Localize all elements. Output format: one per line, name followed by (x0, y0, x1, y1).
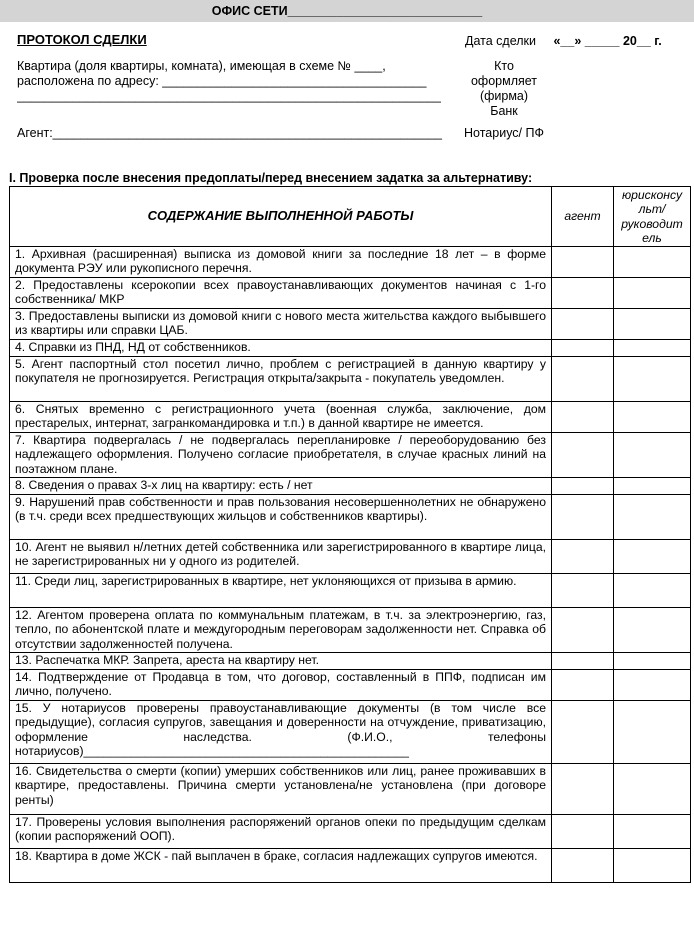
checklist-item-text: 15. У нотариусов проверены правоустанавливающие документы (в том числе все предыдущие), согласия супругов, завещания и доверенности на отчуждение, приватизацию, оформление наследства. (Ф.И.О., телефоны нотариусов)________________________________________________ (10, 701, 552, 764)
agent-check-cell[interactable] (552, 340, 614, 357)
lawyer-check-cell[interactable] (614, 309, 691, 340)
table-row (10, 340, 691, 357)
table-row (10, 764, 691, 815)
table-row (10, 574, 691, 608)
agent-check-cell[interactable] (552, 247, 614, 278)
agent-check-cell[interactable] (552, 540, 614, 574)
agent-check-cell[interactable] (552, 653, 614, 670)
agent-check-cell[interactable] (552, 478, 614, 495)
notary-label: Нотариус/ ПФ (464, 126, 544, 140)
agent-check-cell[interactable] (552, 495, 614, 540)
checklist-item-text: 8. Сведения о правах 3-х лиц на квартиру: есть / нет (10, 478, 552, 495)
section-title: I. Проверка после внесения предоплаты/перед внесением задатка за альтернативу: (9, 171, 533, 185)
checklist-item-text: 13. Распечатка МКР. Запрета, ареста на квартиру нет. (10, 653, 552, 670)
checklist-item-text: 11. Среди лиц, зарегистрированных в квартире, нет уклоняющихся от призыва в армию. (10, 574, 552, 608)
agent-check-cell[interactable] (552, 815, 614, 849)
table-row (10, 701, 691, 764)
lawyer-check-cell[interactable] (614, 849, 691, 883)
table-row (10, 815, 691, 849)
col-content-header: СОДЕРЖАНИЕ ВЫПОЛНЕННОЙ РАБОТЫ (10, 187, 552, 247)
lawyer-check-cell[interactable] (614, 357, 691, 402)
bank-label: Банк (490, 104, 518, 118)
table-row (10, 670, 691, 701)
checklist-table (9, 186, 691, 883)
checklist-item-text: 14. Подтверждение от Продавца в том, что договор, составленный в ППФ, подписан им лично, получено. (10, 670, 552, 701)
lawyer-check-cell[interactable] (614, 608, 691, 653)
deal-date-label: Дата сделки (465, 34, 536, 48)
lawyer-check-cell[interactable] (614, 402, 691, 433)
checklist-item-text: 12. Агентом проверена оплата по коммунальным платежам, в т.ч. за электроэнергию, газ, тепло, по абонентской плате и междугородным переговорам задолженности нет. Справка об отсутствии задолженностей получена. (10, 608, 552, 653)
agent-check-cell[interactable] (552, 278, 614, 309)
checklist-item-text: 17. Проверены условия выполнения распоряжений органов опеки по предыдущим сделкам (копии распоряжений ООП). (10, 815, 552, 849)
table-row (10, 433, 691, 478)
checklist-item-text: 7. Квартира подвергалась / не подвергалась перепланировке / переоборудованию без надлежащего оформления. Получено согласие приобретателя, в случае красных линий на поэтажном плане. (10, 433, 552, 478)
protocol-title: ПРОТОКОЛ СДЕЛКИ (17, 32, 147, 47)
property-line-1: Квартира (доля квартиры, комната), имеющая в схеме № ____, (17, 59, 386, 73)
table-row (10, 608, 691, 653)
agent-check-cell[interactable] (552, 402, 614, 433)
table-row (10, 653, 691, 670)
lawyer-check-cell[interactable] (614, 433, 691, 478)
lawyer-check-cell[interactable] (614, 701, 691, 764)
checklist-item-text: 6. Снятых временно с регистрационного учета (военная служба, заключение, дом престарелых, интернат, загранкомандировка и т.п.) в данной квартире не имеется. (10, 402, 552, 433)
agent-line: Агент:________________________________________________________ (17, 126, 442, 140)
lawyer-check-cell[interactable] (614, 478, 691, 495)
checklist-item-text: 3. Предоставлены выписки из домовой книги с нового места жительства каждого выбывшего из квартиры или справки ЦАБ. (10, 309, 552, 340)
agent-check-cell[interactable] (552, 357, 614, 402)
agent-check-cell[interactable] (552, 574, 614, 608)
lawyer-check-cell[interactable] (614, 340, 691, 357)
col-lawyer-header: юрисконсу льт/ руководит ель (614, 187, 691, 247)
agent-check-cell[interactable] (552, 849, 614, 883)
lawyer-check-cell[interactable] (614, 653, 691, 670)
lawyer-check-cell[interactable] (614, 764, 691, 815)
checklist-item-text: 18. Квартира в доме ЖСК - пай выплачен в браке, согласия надлежащих супругов имеются. (10, 849, 552, 883)
table-row (10, 849, 691, 883)
checklist-item-text: 16. Свидетельства о смерти (копии) умерших собственников или лиц, ранее проживавших в квартире, предоставлены. Причина смерти установлена/не установлена (при договоре ренты) (10, 764, 552, 815)
table-row (10, 478, 691, 495)
checklist-item-text: 1. Архивная (расширенная) выписка из домовой книги за последние 18 лет – в форме документа РЭУ или рукописного перечня. (10, 247, 552, 278)
table-row (10, 495, 691, 540)
agent-check-cell[interactable] (552, 701, 614, 764)
agent-check-cell[interactable] (552, 670, 614, 701)
property-line-3: _____________________________________________________________ (17, 89, 441, 103)
lawyer-check-cell[interactable] (614, 540, 691, 574)
checklist-item-text: 2. Предоставлены ксерокопии всех правоустанавливающих документов начиная с 1-го собственника/ МКР (10, 278, 552, 309)
agent-check-cell[interactable] (552, 764, 614, 815)
table-row (10, 309, 691, 340)
checklist-item-text: 9. Нарушений прав собственности и прав пользования несовершеннолетних не обнаружено (в т.ч. среди всех предшествующих жильцов и собственников квартиры). (10, 495, 552, 540)
table-row (10, 402, 691, 433)
lawyer-check-cell[interactable] (614, 247, 691, 278)
deal-date (465, 34, 690, 49)
who-processes-label: Кто оформляет (фирма) (470, 59, 538, 103)
checklist-item-text: 5. Агент паспортный стол посетил лично, проблем с регистрацией в данную квартиру у покупателя не прогнозируется. Регистрация открыта/закрыта - покупатель уведомлен. (10, 357, 552, 402)
table-row (10, 357, 691, 402)
agent-check-cell[interactable] (552, 309, 614, 340)
table-row (10, 247, 691, 278)
agent-check-cell[interactable] (552, 433, 614, 478)
deal-date-value: «__» _____ 20__ г. (553, 34, 662, 48)
col-agent-header: агент (552, 187, 614, 247)
checklist-item-text: 4. Справки из ПНД, НД от собственников. (10, 340, 552, 357)
table-row (10, 278, 691, 309)
table-header-row (10, 187, 691, 247)
agent-check-cell[interactable] (552, 608, 614, 653)
lawyer-check-cell[interactable] (614, 815, 691, 849)
lawyer-check-cell[interactable] (614, 670, 691, 701)
office-banner: ОФИС СЕТИ____________________________ (0, 0, 694, 22)
checklist-item-text: 10. Агент не выявил н/летних детей собственника или зарегистрированного в квартире лица, не зарегистрированных ни у одного из родителей. (10, 540, 552, 574)
lawyer-check-cell[interactable] (614, 278, 691, 309)
table-row (10, 540, 691, 574)
lawyer-check-cell[interactable] (614, 574, 691, 608)
lawyer-check-cell[interactable] (614, 495, 691, 540)
property-line-2: расположена по адресу: ______________________________________ (17, 74, 427, 88)
